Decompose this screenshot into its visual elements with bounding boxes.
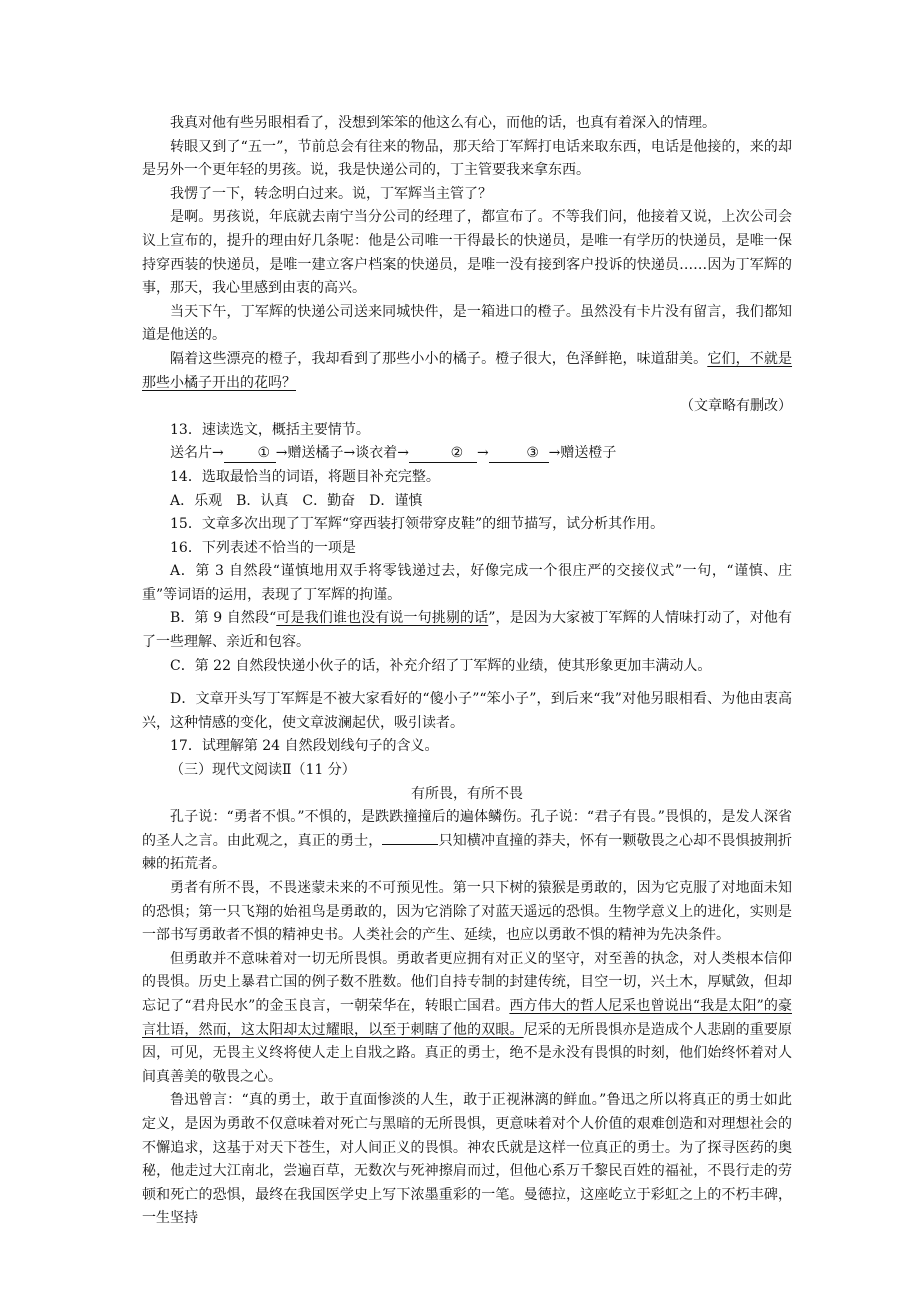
article-text: 只知横冲直撞的莽夫，怀有一颗敬畏之心却不畏惧披荆折棘的拓荒者。 (142, 832, 793, 873)
story-paragraph: 是啊。男孩说，年底就去南宁当分公司的经理了，都宣布了。不等我们问，他接着又说，上次公司会议上宣布的，提升的理由好几条呢：他是公司唯一干得最长的快递员，是唯一有学历的快递员，是唯一保持穿西装的快递员，是唯一建立客户档案的快递员，是唯一没有接到客户投诉的快递员……因为丁军辉的事，那天，我心里感到由衷的高兴。 (142, 209, 792, 297)
option-text: B．第 9 自然段“ (170, 610, 277, 627)
section-heading: （三）现代文阅读Ⅱ（11 分） (170, 762, 356, 779)
question-17: 17．试理解第 24 自然段划线句子的含义。 (170, 738, 439, 755)
article-text: 孔子说：“勇者不惧。”不惧的，是跌跌撞撞后的遍体鳞伤。孔子说：“君子有畏。”畏惧的，是发人深省的圣人之言。由此观之，真正的勇士， (142, 809, 792, 849)
question-15: 15．文章多次出现了丁军辉“穿西装打领带穿皮鞋”的细节描写，试分析其作用。 (170, 516, 665, 533)
article-paragraph (142, 948, 792, 1090)
flow-text: →赠送橘子→谈衣着→ (275, 445, 409, 462)
spacer (142, 678, 792, 688)
underlined-quote: 可是我们谁也没有说一句挑剔的话 (276, 610, 489, 627)
article-title: 有所畏，有所不畏 (411, 785, 523, 802)
flow-text: →赠送橙子 (548, 445, 617, 462)
article-paragraph: 勇者有所不畏，不畏迷蒙未来的不可预见性。第一只下树的猿猴是勇敢的，因为它克服了对地面未知的恐惧；第一只飞翔的始祖鸟是勇敢的，因为它消除了对蓝天遥远的恐惧。生物学意义上的进化，实则是一部书写勇敢者不惧的精神史书。人类社会的产生、延续，也应以勇敢不惧的精神为先决条件。 (142, 880, 792, 944)
option-text: ”，是因为大家被丁军辉的人情味打动了，对他有了一些理解、亲近和包容。 (142, 610, 792, 651)
flow-text: → (476, 445, 489, 462)
question-16-option-a: A．第 3 自然段“谨慎地用双手将零钱递过去，好像完成一个很庄严的交接仪式”一句，“谨慎、庄重”等词语的运用，表现了丁军辉的拘谨。 (142, 563, 792, 603)
article-paragraph (142, 806, 792, 877)
story-paragraph (142, 348, 792, 395)
flow-text: 送名片→ (170, 445, 224, 462)
question-13-flow (142, 442, 792, 466)
answer-blank-1[interactable]: ① (224, 444, 276, 463)
underlined-sentence: 西方伟大的哲人尼采也曾说出“我是太阳”的豪言壮语，然而，这太阳却太过耀眼，以至于刺瞎了他的双眼。 (142, 997, 792, 1038)
question-16: 16．下列表述不恰当的一项是 (170, 539, 356, 556)
question-14-options: A．乐观 B．认真 C．勤奋 D．谨慎 (170, 492, 423, 509)
underlined-sentence: 它们，不就是那些小橘子开出的花吗？ (142, 350, 793, 391)
question-16-option-c: C．第 22 自然段快递小伙子的话，补充介绍了丁军辉的业绩，使其形象更加丰满动人。 (170, 657, 712, 674)
article-paragraph: 鲁迅曾言：“真的勇士，敢于直面惨淡的人生，敢于正视淋漓的鲜血。”鲁迅之所以将真正的勇士如此定义，是因为勇敢不仅意味着对死亡与黑暗的无所畏惧，更意味着对个人价值的艰难创造和对理想社会的不懈追求，这基于对天下苍生，对人间正义的畏惧。神农氏就是这样一位真正的勇士。为了探寻医药的奥秘，他走过大江南北，尝遍百草，无数次与死神擦肩而过，但他心系万千黎民百姓的福祉，不畏行走的劳顿和死亡的恐惧，最终在我国医学史上写下浓墨重彩的一笔。曼德拉，这座屹立于彩虹之上的不朽丰碑，一生坚持 (142, 1092, 792, 1227)
story-paragraph: 我愣了一下，转念明白过来。说，丁军辉当主管了？ (170, 185, 492, 202)
article-text: 尼采的无所畏惧亦是造成个人悲剧的重要原因，可见，无畏主义终将使人走上自戕之路。真正的勇士，绝不是永没有畏惧的时刻，他们始终怀着对人间真善美的敬畏之心。 (142, 1021, 793, 1085)
answer-blank-3[interactable]: ③ (489, 444, 549, 463)
question-13: 13．速读选文，概括主要情节。 (170, 421, 370, 438)
document-page (142, 112, 792, 1231)
fill-in-blank[interactable] (382, 844, 438, 845)
answer-blank-2[interactable]: ② (409, 444, 477, 463)
story-text: 隔着这些漂亮的橙子，我却看到了那些小小的橘子。橙子很大，色泽鲜艳，味道甜美。 (170, 350, 708, 367)
story-paragraph: 我真对他有些另眼相看了，没想到笨笨的他这么有心，而他的话，也真有着深入的情理。 (170, 115, 716, 131)
story-paragraph: 当天下午，丁军辉的快递公司送来同城快件，是一箱进口的橙子。虽然没有卡片没有留言，我们都知道是他送的。 (142, 303, 792, 344)
story-paragraph: 转眼又到了“五一”，节前总会有往来的物品，那天给丁军辉打电话来取东西，电话是他接的，来的却是另外一个更年轻的男孩。说，我是快递公司的，丁主管要我来拿东西。 (142, 138, 792, 179)
article-text: 但勇敢并不意味着对一切无所畏惧。勇敢者更应拥有对正义的坚守，对至善的执念，对人类根本信仰的畏惧。历史上暴君亡国的例子数不胜数。他们自持专制的封建传统，目空一切，兴土木，厚赋敛，但却忘记了“君舟民水”的金玉良言，一朝荣华在，转眼亡国君。 (142, 950, 792, 1014)
question-14: 14．选取最恰当的词语，将题目补充完整。 (170, 468, 440, 485)
question-16-option-b (142, 607, 792, 654)
question-16-option-d: D．文章开头写丁军辉是不被大家看好的“傻小子”“笨小子”，到后来“我”对他另眼相看、为他由衷高兴，这种情感的变化，使文章波澜起伏，吸引读者。 (142, 691, 792, 731)
edit-note: （文章略有删改） (680, 398, 792, 415)
